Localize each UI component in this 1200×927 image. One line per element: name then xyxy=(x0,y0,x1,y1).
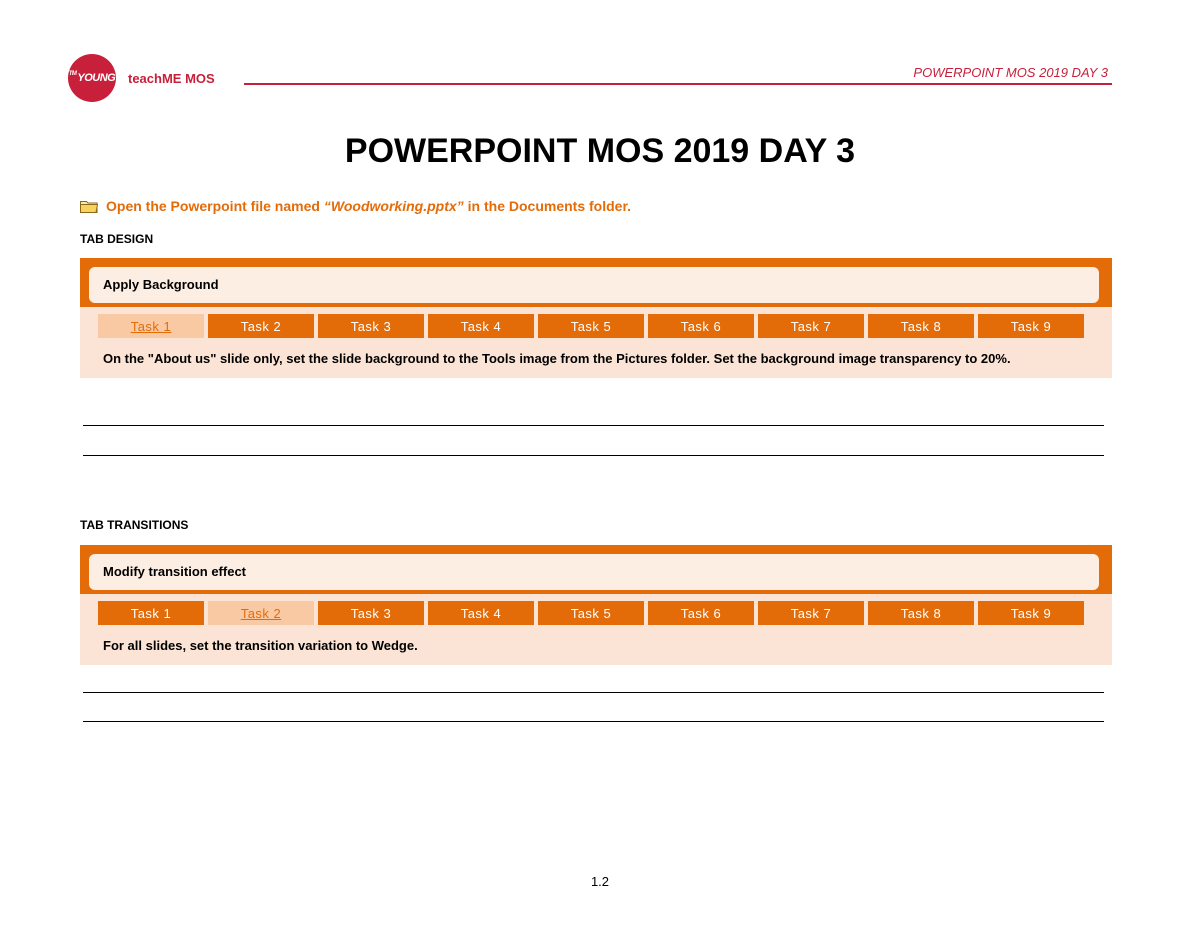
open-file-instruction xyxy=(80,198,631,214)
task-tab-6[interactable]: Task 6 xyxy=(648,314,754,338)
task-tab-1[interactable]: Task 1 xyxy=(98,601,204,625)
task-tab-5[interactable]: Task 5 xyxy=(538,314,644,338)
instruction-file-name: “Woodworking.pptx” xyxy=(323,198,464,214)
task-card-transitions xyxy=(80,545,1112,665)
answer-line xyxy=(83,721,1104,722)
task-tab-4[interactable]: Task 4 xyxy=(428,601,534,625)
task-tab-7[interactable]: Task 7 xyxy=(758,601,864,625)
page-header xyxy=(68,52,1112,102)
task-tab-3[interactable]: Task 3 xyxy=(318,601,424,625)
task-tab-2[interactable]: Task 2 xyxy=(208,314,314,338)
task-tabs xyxy=(80,594,1112,625)
header-rule xyxy=(244,83,1112,85)
task-tab-5[interactable]: Task 5 xyxy=(538,601,644,625)
task-tab-3[interactable]: Task 3 xyxy=(318,314,424,338)
section-label-transitions: TAB TRANSITIONS xyxy=(80,518,189,532)
card-heading: Apply Background xyxy=(89,267,1099,303)
task-tab-9[interactable]: Task 9 xyxy=(978,314,1084,338)
task-tab-8[interactable]: Task 8 xyxy=(868,314,974,338)
page-number: 1.2 xyxy=(590,874,610,889)
page-title: POWERPOINT MOS 2019 DAY 3 xyxy=(344,132,856,170)
task-tab-6[interactable]: Task 6 xyxy=(648,601,754,625)
instruction-prefix: Open the Powerpoint file named xyxy=(106,198,320,214)
young-logo xyxy=(68,54,116,102)
task-tab-2[interactable]: Task 2 xyxy=(208,601,314,625)
task-tab-8[interactable]: Task 8 xyxy=(868,601,974,625)
task-tabs xyxy=(80,307,1112,338)
task-card-design xyxy=(80,258,1112,378)
section-label-design: TAB DESIGN xyxy=(80,232,154,246)
header-doc-label: POWERPOINT MOS 2019 DAY 3 xyxy=(913,65,1108,80)
folder-icon xyxy=(80,200,98,213)
card-heading: Modify transition effect xyxy=(89,554,1099,590)
task-tab-1[interactable]: Task 1 xyxy=(98,314,204,338)
task-description: On the "About us" slide only, set the slide background to the Tools image from the Pictures folder. Set the background image transparency to 20%. xyxy=(103,351,1011,366)
answer-line xyxy=(83,425,1104,426)
logo-text: YOUNG xyxy=(77,72,116,84)
card-top-band xyxy=(80,258,1112,307)
task-tab-9[interactable]: Task 9 xyxy=(978,601,1084,625)
task-tab-4[interactable]: Task 4 xyxy=(428,314,534,338)
task-description: For all slides, set the transition variation to Wedge. xyxy=(103,638,418,653)
card-top-band xyxy=(80,545,1112,594)
logo-trademark: TM xyxy=(68,71,77,77)
instruction-suffix: in the Documents folder. xyxy=(467,198,632,214)
task-tab-7[interactable]: Task 7 xyxy=(758,314,864,338)
answer-line xyxy=(83,692,1104,693)
brand-name: teachME MOS xyxy=(128,71,215,86)
answer-line xyxy=(83,455,1104,456)
